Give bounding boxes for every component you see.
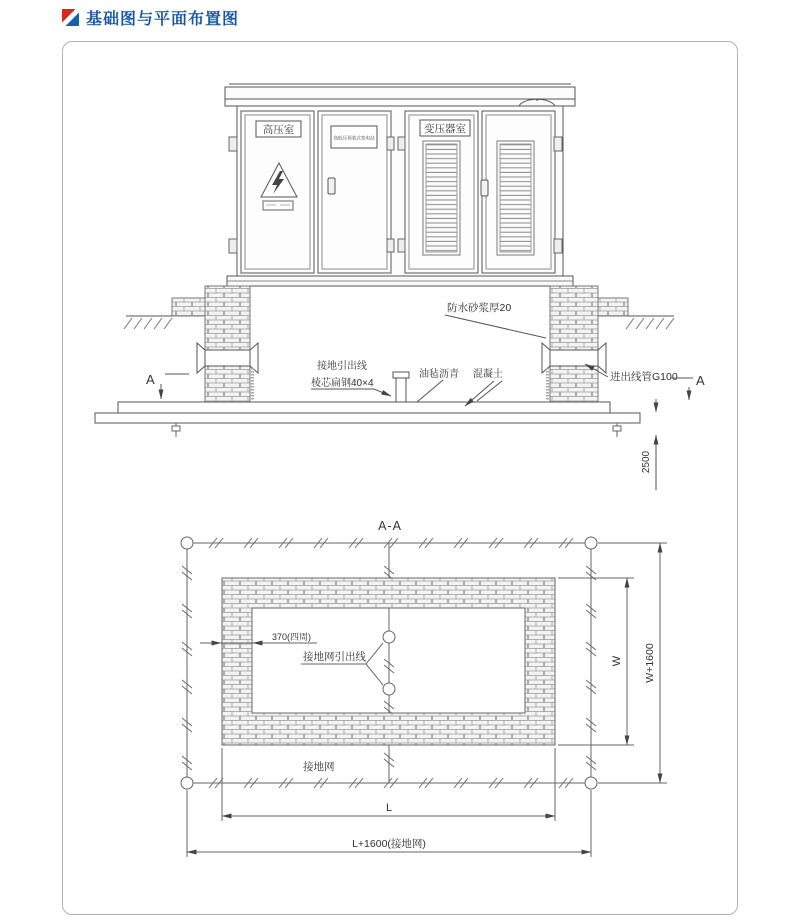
svg-text:A: A	[146, 372, 155, 387]
svg-text:A: A	[696, 373, 705, 388]
dim-wall-thickness	[200, 632, 317, 643]
label-asphalt-felt: 油毡沥青	[419, 369, 459, 380]
dim-length-outer	[187, 790, 591, 857]
grid-lead-node	[383, 631, 395, 643]
grid-corner-node	[181, 777, 193, 789]
door-high-voltage	[241, 111, 314, 273]
label-conduit: 进出线管G100	[610, 371, 678, 383]
nameplate-text: 高低压预装式变电站	[333, 135, 375, 141]
door-handle	[328, 178, 335, 194]
substation-cabinet	[225, 84, 575, 286]
foundation-slab-upper	[118, 402, 610, 413]
grid-corner-node	[585, 537, 597, 549]
door-plaque	[318, 111, 391, 273]
door-hv-label: 高压室	[262, 124, 295, 136]
label-concrete: 混凝土	[473, 369, 503, 380]
label-grid-lead	[301, 643, 383, 685]
page-title: 基础图与平面布置图	[86, 11, 240, 28]
plan-view	[181, 519, 667, 857]
title-corner-icon	[62, 9, 79, 26]
left-pier	[205, 286, 250, 402]
door-handle	[481, 180, 488, 196]
svg-text:W+1600: W+1600	[644, 643, 656, 683]
label-ground-lead-1: 接地引出线	[317, 361, 367, 372]
svg-text:L: L	[385, 802, 393, 814]
elevation-view	[95, 84, 705, 490]
dim-width-inner	[558, 578, 634, 745]
grid-lead-node	[383, 683, 395, 695]
svg-text:2500: 2500	[641, 450, 652, 474]
ground-lead-pipe	[393, 372, 409, 402]
dim-depth-2500	[641, 399, 656, 490]
svg-text:370(四周): 370(四周)	[272, 632, 312, 642]
page-header	[62, 6, 239, 29]
foundation-slab-lower	[95, 413, 640, 423]
right-pier-step	[597, 298, 628, 316]
door-transformer-right	[481, 111, 555, 273]
label-grounding-grid: 接地网	[303, 761, 335, 773]
anchor-bolts	[172, 423, 621, 437]
grid-corner-node	[181, 537, 193, 549]
piers-and-foundation	[95, 286, 674, 437]
section-marker-left	[146, 372, 189, 399]
grid-corner-node	[585, 777, 597, 789]
dim-width-outer	[598, 543, 667, 783]
svg-text:W: W	[611, 655, 623, 667]
plan-title: A-A	[378, 519, 402, 533]
label-ground-lead-2: 棱芯扁钢40×4	[311, 378, 374, 389]
label-waterproof-mortar: 防水砂浆厚20	[447, 302, 512, 314]
door-transformer-left	[405, 111, 478, 273]
right-pier	[550, 286, 598, 402]
svg-text:接地网引出线: 接地网引出线	[303, 651, 366, 663]
left-pier-step	[172, 298, 205, 316]
door-tr-label: 变压器室	[424, 123, 466, 135]
svg-text:L+1600(接地网): L+1600(接地网)	[352, 838, 426, 850]
